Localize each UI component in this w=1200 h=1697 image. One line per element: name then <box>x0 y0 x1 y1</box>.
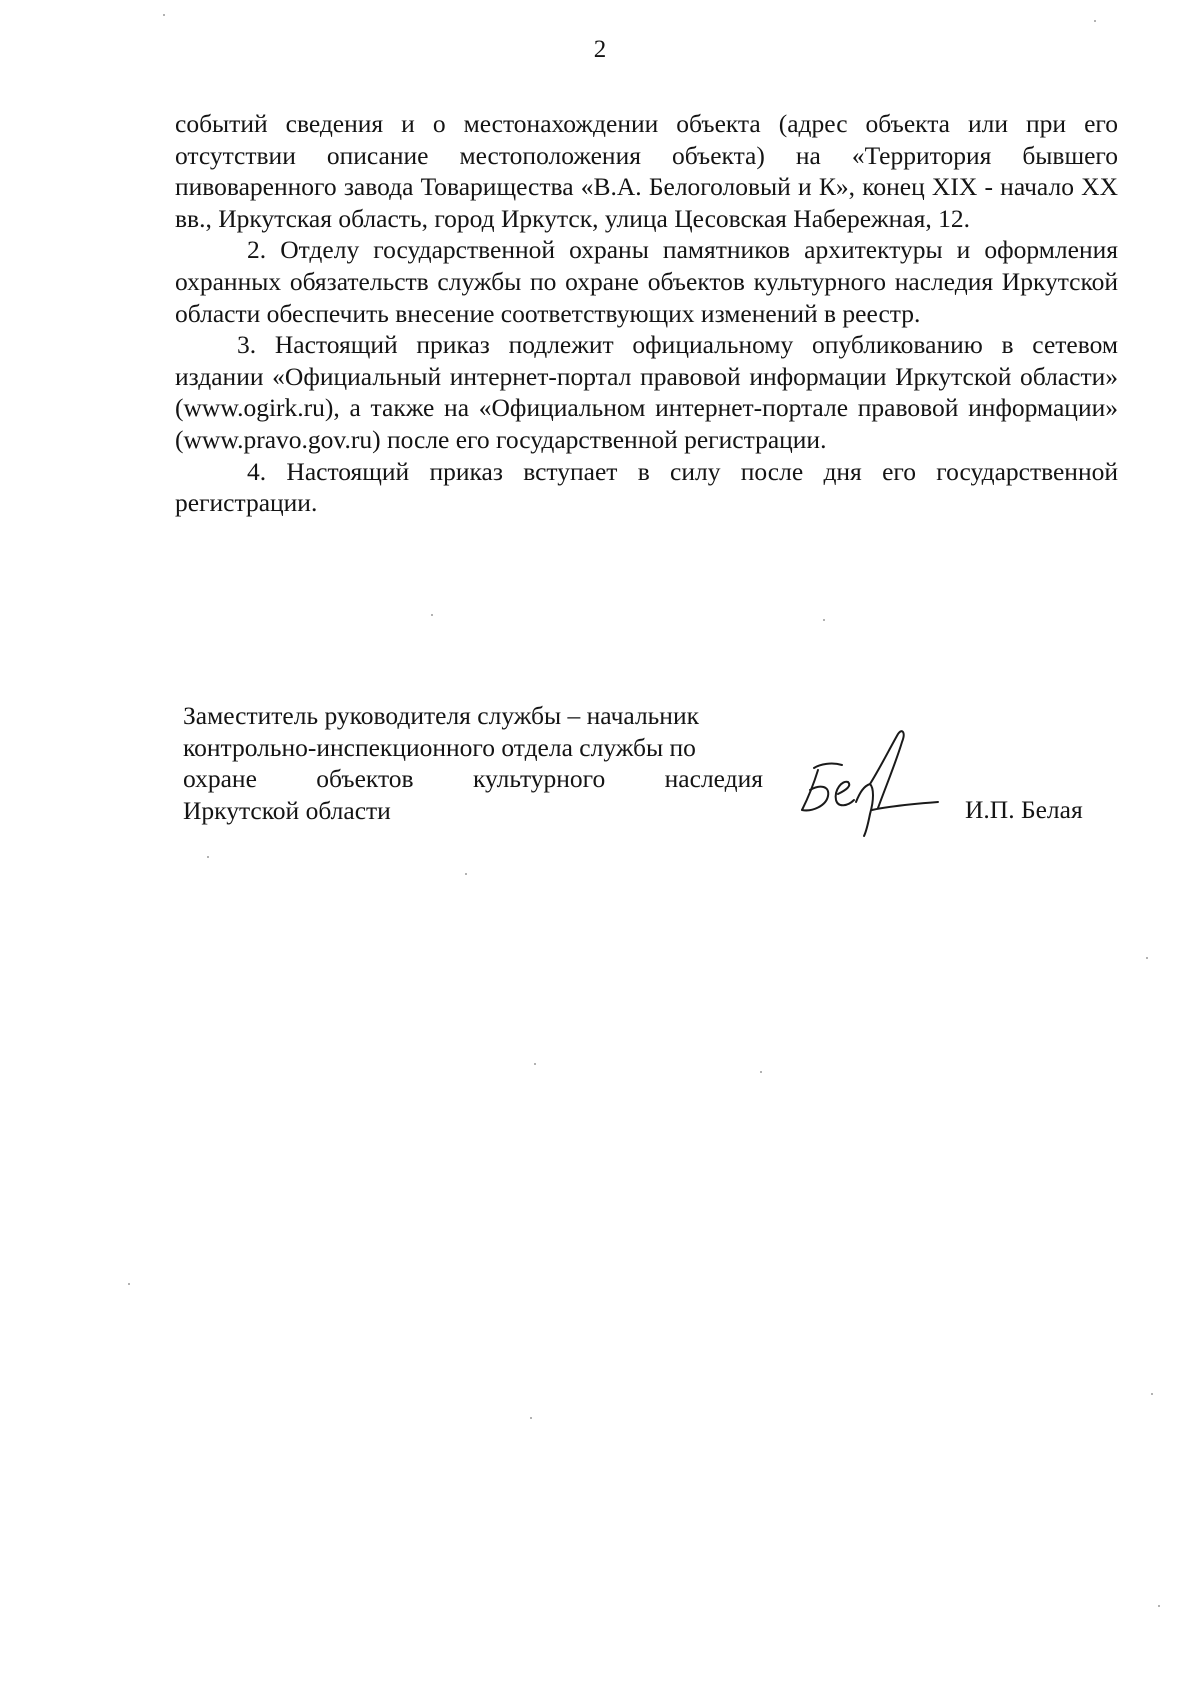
signatory-position <box>183 700 763 826</box>
scan-speck <box>530 1417 532 1419</box>
document-body <box>175 108 1118 519</box>
signatory-position-word: культурного <box>472 764 606 794</box>
scan-speck <box>823 619 825 621</box>
paragraph-continuation: событий сведения и о местонахождении объекта (адрес объекта или при его отсутствии описание местоположения объекта) на «Территория бывшего пивоваренного завода Товарищества «В.А. Белоголовый и К», конец XIX - начало XX вв., Иркутская область, город Иркутск, улица Цесовская Набережная, 12. <box>175 109 1118 233</box>
scan-speck <box>534 1063 536 1065</box>
signatory-position-line: контрольно-инспекционного отдела службы по <box>183 732 696 762</box>
signatory-position-word: наследия <box>664 764 763 794</box>
scan-speck <box>128 1283 130 1285</box>
scan-speck <box>1094 20 1096 22</box>
scan-speck <box>1158 1605 1160 1607</box>
page-number: 2 <box>593 36 607 63</box>
scan-speck <box>465 873 467 875</box>
signatory-position-line: Заместитель руководителя службы – начальник <box>183 701 699 730</box>
paragraph-item-4: 4. Настоящий приказ вступает в силу после дня его государственной регистрации. <box>175 456 1118 518</box>
handwritten-signature <box>790 728 940 838</box>
signatory-position-word: охране <box>183 764 257 794</box>
signer-name: И.П. Белая <box>965 795 1083 824</box>
signatory-position-line: Иркутской области <box>183 795 391 825</box>
paragraph-item-2: 2. Отделу государственной охраны памятников архитектуры и оформления охранных обязательств службы по охране объектов культурного наследия Иркутской области обеспечить внесение соответствующих изменений в реестр. <box>175 235 1118 328</box>
signatory-position-word: объектов <box>316 764 414 794</box>
scan-speck <box>431 614 433 616</box>
scan-speck <box>163 14 165 16</box>
scan-speck <box>760 1071 762 1073</box>
signatory-position-line <box>183 763 763 795</box>
paragraph-item-3: 3. Настоящий приказ подлежит официальному опубликованию в сетевом издании «Официальный интернет-портал правовой информации Иркутской области» (www.ogirk.ru), а также на «Официальном интернет-портале правовой информации» (www.pravo.gov.ru) после его государственной регистрации. <box>175 330 1118 454</box>
scan-speck <box>207 856 209 858</box>
scan-speck <box>1151 1393 1153 1395</box>
scan-speck <box>1146 957 1148 959</box>
